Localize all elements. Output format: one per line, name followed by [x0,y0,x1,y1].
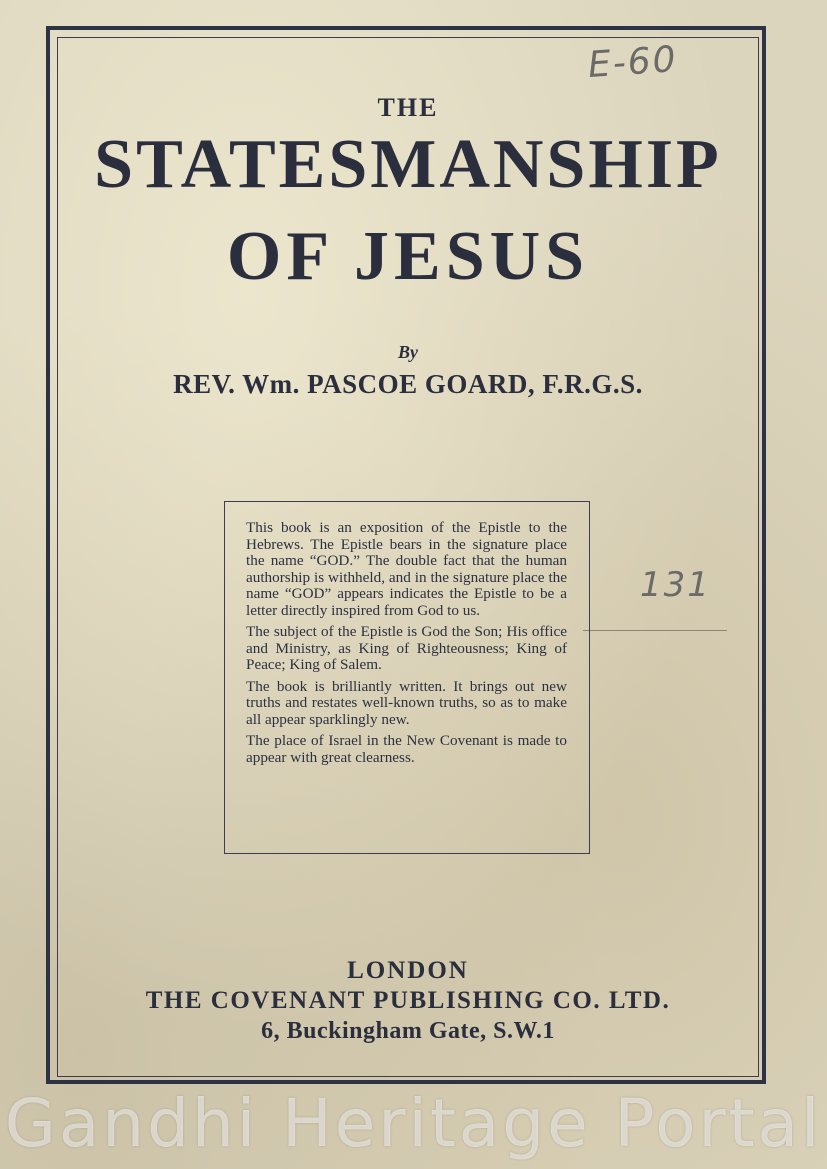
byline-label: By [398,342,418,362]
imprint-city: LONDON [347,957,469,984]
description-paragraph: The book is brilliantly written. It brings out new truths and restates well-known truths, so as to make all appear sparklingly new. [246,677,567,728]
handwritten-side-number: 131 [640,565,711,605]
imprint-publisher: THE COVENANT PUBLISHING CO. LTD. [145,987,671,1014]
description-paragraph: The place of Israel in the New Covenant is made to appear with great clearness. [246,732,567,766]
imprint-address: 6, Buckingham Gate, S.W.1 [261,1018,555,1044]
pencil-line [583,630,727,631]
title-line-1: STATESMANSHIP [94,126,722,203]
handwritten-catalog-number: E-60 [586,38,679,87]
description-box [224,501,590,854]
title-article: THE [377,93,439,122]
author-name: REV. Wm. PASCOE GOARD, F.R.G.S. [173,369,643,399]
description-paragraph: This book is an exposition of the Epistle to the Hebrews. The Epistle bears in the signature place the name “GOD.” The double fact that the human authorship is withheld, and in the signature place the name “GOD” appears indicates the Epistle to be a letter directly inspired from God to us. [246,519,567,619]
description-paragraph: The subject of the Epistle is God the Son; His office and Ministry, as King of Righteousness; King of Peace; King of Salem. [246,623,567,673]
title-line-2: OF JESUS [226,218,590,295]
watermark-text: Gandhi Heritage Portal [4,1085,823,1162]
